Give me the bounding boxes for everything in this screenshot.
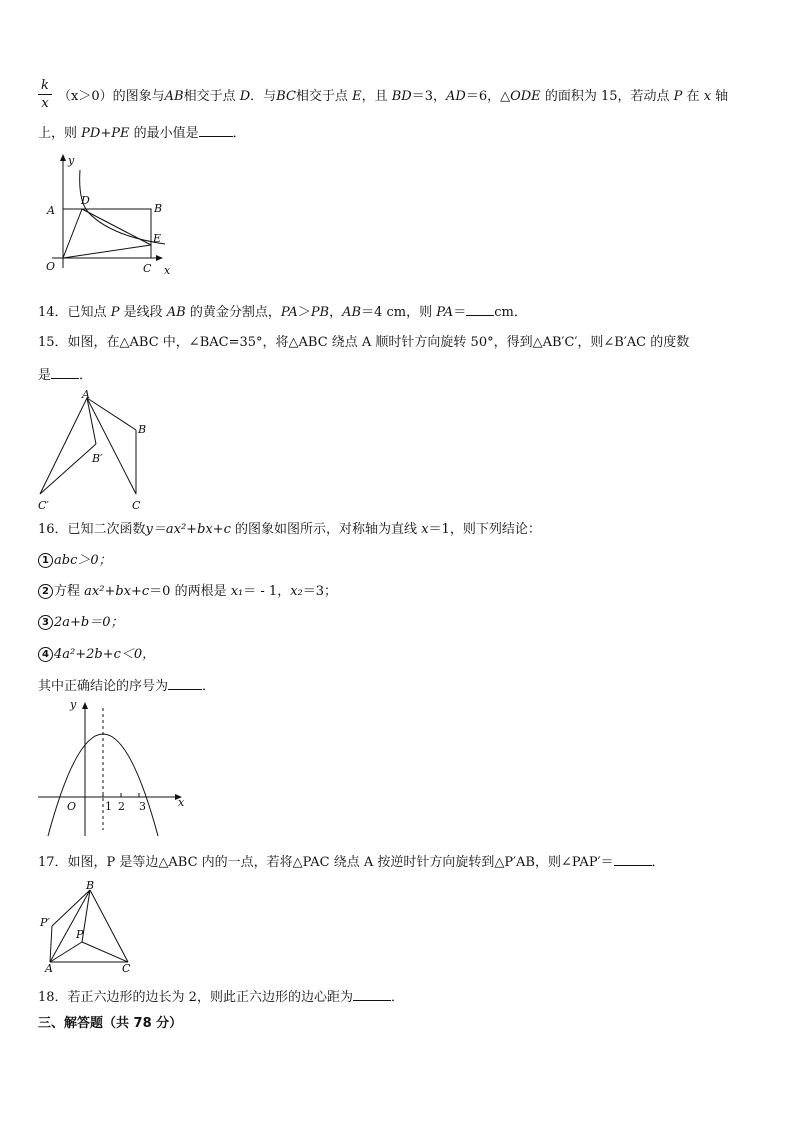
section-heading: 三、解答题（共 78 分） <box>38 1016 183 1031</box>
q13-text: 在 <box>686 89 700 104</box>
fraction-numerator: k <box>41 78 49 93</box>
q16-equation: y＝ax²+bx+c <box>145 522 231 537</box>
q13-text: （x＞0）的图象与 <box>58 89 165 104</box>
label-C: C <box>132 499 141 512</box>
q16-text: 其中正确结论的序号为 <box>38 679 169 694</box>
q13-line-2 <box>38 124 246 143</box>
q15-figure <box>34 386 164 516</box>
segment-AC-prime <box>40 398 87 494</box>
q14-text: cm． <box>494 305 527 320</box>
rectangle-OABC <box>63 209 151 258</box>
answer-blank-14 <box>466 303 494 316</box>
q16-text: ＝3； <box>302 584 338 599</box>
x-axis-arrow <box>156 255 163 261</box>
segment-AP <box>50 942 82 962</box>
q16-text: 16．已知二次函数 <box>38 522 146 537</box>
q18-text: ． <box>390 990 404 1005</box>
label-A: A <box>47 204 55 217</box>
q16-option-3 <box>38 614 124 632</box>
label-A: A <box>45 962 53 975</box>
q16-option-2 <box>38 583 337 601</box>
tick-label-3: 3 <box>139 800 146 813</box>
label-y: y <box>70 698 77 711</box>
q13-text: 的面积为 15，若动点 <box>544 89 670 104</box>
q13-var: x <box>703 89 712 104</box>
q16-option-4 <box>38 646 155 664</box>
q14-line <box>38 303 527 322</box>
label-C: C <box>143 262 152 275</box>
q13-text: 相交于点 <box>295 89 348 104</box>
segment-B-prime-C-prime <box>40 444 96 494</box>
label-C: C <box>122 962 131 975</box>
q13-text: 相交于点 <box>183 89 236 104</box>
q16-text: 的图象如图所示，对称轴为直线 <box>235 522 418 537</box>
q13-text: ．与 <box>250 89 277 104</box>
q14-var: PA <box>280 305 298 320</box>
q14-text: 是线段 <box>123 305 163 320</box>
q18-text: 18．若正六边形的边长为 2，则此正六边形的边心距为 <box>38 990 353 1005</box>
option-number-3: 3 <box>38 615 53 630</box>
q16-equation: ax²+bx+c <box>84 584 150 599</box>
q13-var: BD <box>391 89 412 104</box>
segment-AP-prime <box>50 926 52 962</box>
q13-text: ＝3， <box>411 89 446 104</box>
label-B: B <box>154 202 163 215</box>
q16-option-text: 4a²+2b+c＜0， <box>54 647 156 662</box>
q16-stem <box>38 521 541 539</box>
q16-option-text: 2a+b＝0； <box>54 615 124 630</box>
answer-blank-17 <box>614 853 652 866</box>
q16-option-text: abc＞0； <box>54 553 112 568</box>
q16-text: 方程 <box>54 584 81 599</box>
q14-text: ＝4 cm，则 <box>361 305 433 320</box>
fraction-bar <box>38 94 52 95</box>
q14-var: PB <box>310 305 330 320</box>
q13-var: P <box>673 89 683 104</box>
q14-text: ＞ <box>297 305 311 320</box>
q17-line <box>38 853 665 872</box>
segment-BC <box>90 890 128 962</box>
q17-text: 17．如图，P 是等边△ABC 内的一点，若将△PAC 绕点 A 按逆时针方向旋转到△P′AB，则∠PAP′＝ <box>38 855 614 870</box>
parabola-curve <box>48 734 158 836</box>
q16-text: ＝1，则下列结论： <box>428 522 541 537</box>
q17-text: ． <box>651 855 665 870</box>
answer-blank-13 <box>199 124 233 137</box>
y-axis-arrow <box>82 702 88 709</box>
q16-ask <box>38 677 215 696</box>
label-x: x <box>164 264 171 277</box>
q13-text: ，且 <box>361 89 388 104</box>
q14-var: AB <box>166 305 186 320</box>
label-x: x <box>178 796 185 809</box>
segment-P-prime-B <box>52 890 90 926</box>
segment-AB <box>87 398 136 430</box>
q14-var: PA <box>436 305 454 320</box>
segment-AB-prime <box>87 398 96 444</box>
label-D: D <box>81 194 90 207</box>
q13-var: ODE <box>510 89 541 104</box>
label-E: E <box>153 232 162 245</box>
label-B-prime: B′ <box>92 452 103 465</box>
q14-text: 的黄金分割点， <box>189 305 281 320</box>
segment-OD <box>63 209 82 258</box>
label-O: O <box>46 260 56 273</box>
segment-PC <box>82 942 128 962</box>
q14-text: ＝ <box>453 305 467 320</box>
q16-text: ＝0 的两根是 <box>149 584 227 599</box>
label-A: A <box>82 388 90 401</box>
y-axis-arrow <box>60 154 66 161</box>
q16-var: x₂ <box>290 584 303 599</box>
q13-text: ． <box>232 126 246 141</box>
label-y: y <box>68 154 75 167</box>
q15-text: ． <box>79 368 93 383</box>
label-C-prime: C′ <box>38 499 49 512</box>
tick-label-1: 1 <box>105 800 112 813</box>
q14-var: AB <box>342 305 362 320</box>
q13-var: PD+PE <box>81 126 130 141</box>
option-number-4: 4 <box>38 647 53 662</box>
q16-option-1 <box>38 552 112 570</box>
q16-figure <box>36 696 196 841</box>
answer-blank-18 <box>353 988 391 1001</box>
q14-text: 14．已知点 <box>38 305 107 320</box>
segment-OE <box>63 245 151 258</box>
q16-text: ． <box>202 679 216 694</box>
option-number-1: 1 <box>38 553 53 568</box>
label-B: B <box>86 879 95 892</box>
q15-text: 是 <box>38 368 52 383</box>
q15-line-1: 15．如图，在△ABC 中，∠BAC=35°，将△ABC 绕点 A 顺时针方向旋转 50°，得到△AB′C′，则∠B′AC 的度数 <box>38 335 690 350</box>
option-number-2: 2 <box>38 584 53 599</box>
label-P: P <box>76 928 84 941</box>
q17-figure <box>36 876 146 976</box>
q13-var: E <box>352 89 362 104</box>
label-O: O <box>67 800 77 813</box>
q13-var: AD <box>446 89 466 104</box>
q13-figure <box>30 150 190 280</box>
segment-DE <box>82 209 151 245</box>
q16-var: x₁ <box>230 584 244 599</box>
tick-label-2: 2 <box>118 800 125 813</box>
answer-blank-15 <box>51 366 79 379</box>
q15-line-2 <box>38 366 92 385</box>
q13-var: D <box>239 89 251 104</box>
fraction-k-over-x <box>38 78 52 111</box>
label-P-prime: P′ <box>40 916 50 929</box>
q13-var: BC <box>276 89 296 104</box>
q16-text: ＝ - 1， <box>243 584 291 599</box>
q14-var: P <box>110 305 120 320</box>
q13-line-1 <box>58 88 728 106</box>
answer-blank-16 <box>168 677 202 690</box>
q16-var: x <box>421 522 429 537</box>
fraction-denominator: x <box>41 96 49 111</box>
q18-line <box>38 988 404 1007</box>
q13-text: ＝6，△ <box>465 89 511 104</box>
label-B: B <box>138 423 147 436</box>
q13-text: 的最小值是 <box>133 126 199 141</box>
q13-var: AB <box>164 89 184 104</box>
q13-text: 上，则 <box>38 126 78 141</box>
q14-text: ， <box>329 305 343 320</box>
q13-text: 轴 <box>715 89 729 104</box>
